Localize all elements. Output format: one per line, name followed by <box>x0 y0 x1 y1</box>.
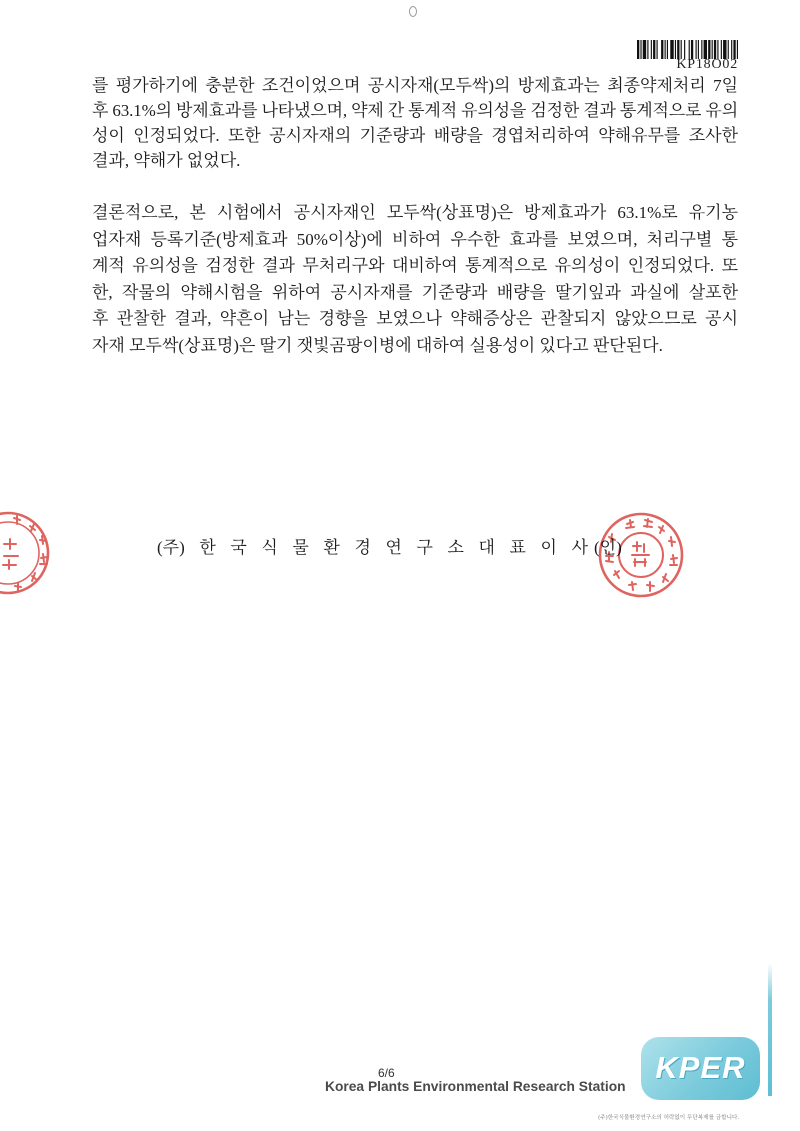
document-code: KP18O02 <box>676 57 738 72</box>
body-text-line <box>92 333 738 360</box>
body-text-line <box>92 200 738 227</box>
logo-text: KPER <box>655 1050 746 1085</box>
body-text: 한, 작물의 약해시험을 위하여 공시자재를 기준량과 배량을 딸기잎과 과실에 살포한 <box>92 282 738 302</box>
body-text-line <box>92 98 738 123</box>
barcode-bar <box>647 40 648 59</box>
barcode-bar <box>637 40 639 59</box>
signature-line <box>157 536 588 560</box>
body-text: 를 평가하기에 충분한 조건이었으며 공시자재(모두싹)의 방제효과는 최종약제처리 7일 <box>92 76 738 95</box>
body-text-line <box>92 148 738 173</box>
signature-company-title: (주) 한 국 식 물 환 경 연 구 소 대 표 이 사 <box>157 538 588 557</box>
barcode-bar <box>661 40 663 59</box>
body-text: 계적 유의성을 검정한 결과 무처리구와 대비하여 통계적으로 유의성이 인정되었다. 또 <box>92 256 738 276</box>
seal-lettering-marks <box>606 519 677 591</box>
body-text-line <box>92 280 738 307</box>
margin-seal-stamp <box>0 508 52 598</box>
barcode-bar <box>653 40 655 59</box>
seal-outer-ring <box>0 513 48 593</box>
body-text: 성이 인정되었다. 또한 공시자재의 기준량과 배량을 경엽처리하여 약해유무를 조사한 <box>92 126 738 145</box>
body-text-line <box>92 306 738 333</box>
body-text: 결론적으로, 본 시험에서 공시자재인 모두싹(상표명)은 방제효과가 63.1%로 유기농 <box>92 203 738 222</box>
barcode-bar <box>670 40 673 59</box>
copyright-notice: (주)한국식물환경연구소의 허락없이 무단복제를 금합니다. <box>598 1115 740 1121</box>
barcode-bar <box>667 40 668 59</box>
body-text: 자재 모두싹(상표명)은 딸기 잿빛곰팡이병에 대하여 실용성이 있다고 판단된다. <box>92 335 663 355</box>
body-text-line <box>92 73 738 98</box>
body-text: 후 63.1%의 방제효과를 나타냈으며, 약제 간 통계적 유의성을 검정한 결과 통계적으로 유의 <box>92 101 738 120</box>
body-text-line <box>92 123 738 148</box>
paragraph-results <box>92 73 738 173</box>
page-number: 6/6 <box>378 1066 395 1080</box>
body-text: 업자재 등록기준(방제효과 50%이상)에 비하여 우수한 효과를 보였으며, 처리구별 통 <box>92 229 738 249</box>
company-seal-stamp <box>597 511 685 599</box>
signature-seal-mark: (인) <box>594 538 622 557</box>
barcode-bar <box>657 40 658 59</box>
body-text: 후 관찰한 결과, 약흔이 남는 경향을 보였으나 약해증상은 관찰되지 않았으므로 공시 <box>92 309 738 329</box>
body-text-line <box>92 227 738 254</box>
body-text: 결과, 약해가 없었다. <box>92 151 241 170</box>
barcode-bar <box>651 40 652 59</box>
seal-inner-ring <box>0 522 39 584</box>
body-text-line <box>92 253 738 280</box>
institute-name: Korea Plants Environmental Research Station <box>325 1079 626 1094</box>
barcode-bar <box>643 40 646 59</box>
punch-hole-mark <box>409 6 417 17</box>
letterhead-accent-bar <box>768 963 772 1096</box>
paragraph-conclusion <box>92 200 738 360</box>
barcode-bar <box>665 40 666 59</box>
kper-logo <box>641 1037 760 1100</box>
barcode-bar <box>640 40 641 59</box>
